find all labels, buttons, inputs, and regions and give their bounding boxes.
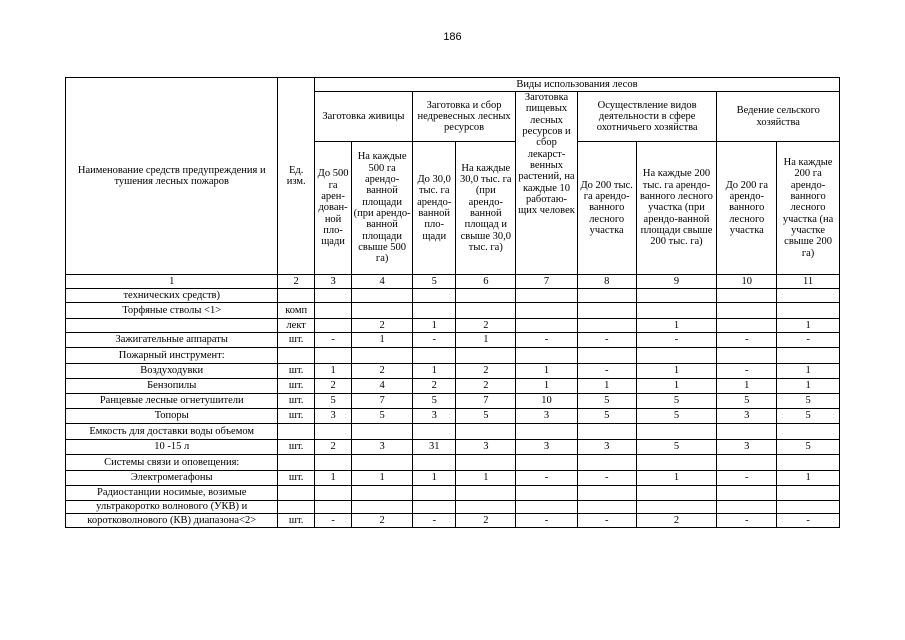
cell: 5 [456, 409, 516, 424]
header-sub-11: На каждые 200 га арендо-ванного лесного участка (на участке свыше 200 га) [777, 142, 840, 275]
cell: 10 [516, 394, 578, 409]
row-name: Ранцевые лесные огнетушители [66, 394, 278, 409]
col-num: 6 [456, 275, 516, 289]
header-sub-10: До 200 га арендо-ванного лесного участка [717, 142, 777, 275]
row-name-a: Радиостанции носимые, возимые [66, 486, 278, 501]
row-unit: шт. [278, 409, 314, 424]
header-group-food: Заготовка пищевых лесных ресурсов и сбор лекарст-венных растений, на каждые 10 работаю-щих человек [516, 92, 578, 275]
cell: 1 [636, 319, 717, 333]
col-num: 7 [516, 275, 578, 289]
cell: 3 [352, 440, 413, 455]
cell: 7 [456, 394, 516, 409]
row-name-b: Воздуходувки [66, 364, 278, 379]
table-row [66, 319, 840, 333]
col-num: 5 [412, 275, 456, 289]
cell [717, 319, 777, 333]
row-unit-b: лект [278, 319, 314, 333]
header-sub-8: До 200 тыс. га арендо-ванного лесного участка [577, 142, 636, 275]
cell: 1 [352, 333, 413, 348]
row-unit: шт. [278, 471, 314, 486]
cell: - [717, 333, 777, 348]
col-num: 11 [777, 275, 840, 289]
cell: 3 [516, 409, 578, 424]
table-row [66, 514, 840, 528]
row-name: Торфяные стволы <1> [66, 303, 278, 319]
table-row [66, 348, 840, 364]
cell: 3 [412, 409, 456, 424]
cell: 1 [577, 379, 636, 394]
row-name: технических средств) [66, 289, 278, 303]
header-sub-3: До 500 га арен-дован-ной пло-щади [314, 142, 351, 275]
table-row [66, 364, 840, 379]
cell: 5 [577, 409, 636, 424]
cell [516, 319, 578, 333]
row-name: Бензопилы [66, 379, 278, 394]
cell: 3 [717, 409, 777, 424]
cell: 2 [412, 379, 456, 394]
cell: - [636, 333, 717, 348]
cell: 4 [352, 379, 413, 394]
cell: 5 [577, 394, 636, 409]
cell: 1 [516, 364, 578, 379]
cell: 5 [636, 394, 717, 409]
cell: - [577, 471, 636, 486]
col-num: 8 [577, 275, 636, 289]
row-name-a: Пожарный инструмент: [66, 348, 278, 364]
cell: 1 [516, 379, 578, 394]
cell: 1 [777, 364, 840, 379]
cell: 2 [456, 319, 516, 333]
table-row [66, 379, 840, 394]
row-unit: шт. [278, 394, 314, 409]
row-name-b: 10 -15 л [66, 440, 278, 455]
header-group-resin: Заготовка живицы [314, 92, 412, 142]
cell: - [412, 333, 456, 348]
cell: 1 [777, 471, 840, 486]
row-name: Зажигательные аппараты [66, 333, 278, 348]
cell: 5 [636, 440, 717, 455]
cell: 1 [412, 364, 456, 379]
cell: 1 [412, 319, 456, 333]
cell: - [516, 471, 578, 486]
header-group-agri: Ведение сельского хозяйства [717, 92, 840, 142]
cell: 7 [352, 394, 413, 409]
table-row [66, 333, 840, 348]
cell: - [314, 514, 351, 528]
cell: 2 [314, 440, 351, 455]
cell: - [516, 333, 578, 348]
cell: - [717, 471, 777, 486]
cell: - [577, 333, 636, 348]
cell [314, 319, 351, 333]
cell: - [577, 514, 636, 528]
row-unit: шт. [278, 514, 314, 528]
cell: 1 [314, 364, 351, 379]
row-name-c: коротковолнового (КВ) диапазона<2> [66, 514, 278, 528]
cell: 5 [352, 409, 413, 424]
cell: 2 [314, 379, 351, 394]
table-row [66, 289, 840, 303]
header-name: Наименование средств предупреждения и тушения лесных пожаров [66, 78, 278, 275]
row-name: Топоры [66, 409, 278, 424]
row-unit: шт. [278, 379, 314, 394]
table-row [66, 440, 840, 455]
cell: 2 [352, 319, 413, 333]
fire-equipment-table [65, 77, 840, 528]
cell: 31 [412, 440, 456, 455]
cell [577, 319, 636, 333]
cell: 2 [352, 514, 413, 528]
table-row [66, 501, 840, 514]
cell: 5 [717, 394, 777, 409]
col-num: 10 [717, 275, 777, 289]
cell: 1 [412, 471, 456, 486]
header-sub-9: На каждые 200 тыс. га арендо-ванного лесного участка (при арендо-ванной площади свыше 200 тыс. га) [636, 142, 717, 275]
row-unit-a: комп [278, 303, 314, 319]
cell: 2 [456, 514, 516, 528]
header-group-hunting: Осуществление видов деятельности в сфере охотничьего хозяйства [577, 92, 717, 142]
cell: 3 [717, 440, 777, 455]
col-num: 4 [352, 275, 413, 289]
cell: 2 [456, 364, 516, 379]
col-num: 1 [66, 275, 278, 289]
cell: 1 [636, 471, 717, 486]
cell: - [717, 364, 777, 379]
cell: 3 [577, 440, 636, 455]
header-sub-4: На каждые 500 га арендо-ванной площади (при арендо-ванной площади свыше 500 га) [352, 142, 413, 275]
cell: 1 [456, 471, 516, 486]
cell: 5 [777, 440, 840, 455]
cell: 2 [636, 514, 717, 528]
cell: 3 [456, 440, 516, 455]
col-num: 9 [636, 275, 717, 289]
cell: 5 [412, 394, 456, 409]
table-row [66, 486, 840, 501]
row-name-a: Емкость для доставки воды объемом [66, 424, 278, 440]
table-row [66, 471, 840, 486]
table-row [66, 303, 840, 319]
cell: - [412, 514, 456, 528]
cell: 1 [636, 379, 717, 394]
header-group-nonwood: Заготовка и сбор недревесных лесных ресурсов [412, 92, 515, 142]
row-unit: шт. [278, 333, 314, 348]
cell: 3 [516, 440, 578, 455]
cell: - [777, 514, 840, 528]
header-sub-6: На каждые 30,0 тыс. га (при арендо-ванной площад и свыше 30,0 тыс. га) [456, 142, 516, 275]
cell: 2 [456, 379, 516, 394]
cell: 5 [636, 409, 717, 424]
page-number: 186 [443, 31, 462, 43]
column-numbers-row [66, 275, 840, 289]
cell: 1 [717, 379, 777, 394]
cell: 3 [314, 409, 351, 424]
cell: 1 [777, 319, 840, 333]
table-row [66, 424, 840, 440]
col-num: 2 [278, 275, 314, 289]
header-unit: Ед. изм. [278, 78, 314, 275]
row-name-b: ультракоротко волнового (УКВ) и [66, 501, 278, 514]
header-group-title: Виды использования лесов [314, 78, 839, 92]
cell: - [516, 514, 578, 528]
cell: 5 [777, 394, 840, 409]
cell: - [717, 514, 777, 528]
cell: 1 [777, 379, 840, 394]
table-row [66, 394, 840, 409]
cell: - [577, 364, 636, 379]
col-num: 3 [314, 275, 351, 289]
table-row [66, 455, 840, 471]
row-name-b: Электромегафоны [66, 471, 278, 486]
cell: 1 [636, 364, 717, 379]
row-unit: шт. [278, 440, 314, 455]
cell: 5 [314, 394, 351, 409]
cell: - [314, 333, 351, 348]
cell: 2 [352, 364, 413, 379]
row-name-a: Системы связи и оповещения: [66, 455, 278, 471]
cell: 1 [456, 333, 516, 348]
row-unit: шт. [278, 364, 314, 379]
cell: 5 [777, 409, 840, 424]
cell: 1 [314, 471, 351, 486]
header-sub-5: До 30,0 тыс. га арендо-ванной пло-щади [412, 142, 456, 275]
cell: 1 [352, 471, 413, 486]
cell: - [777, 333, 840, 348]
table-row [66, 409, 840, 424]
